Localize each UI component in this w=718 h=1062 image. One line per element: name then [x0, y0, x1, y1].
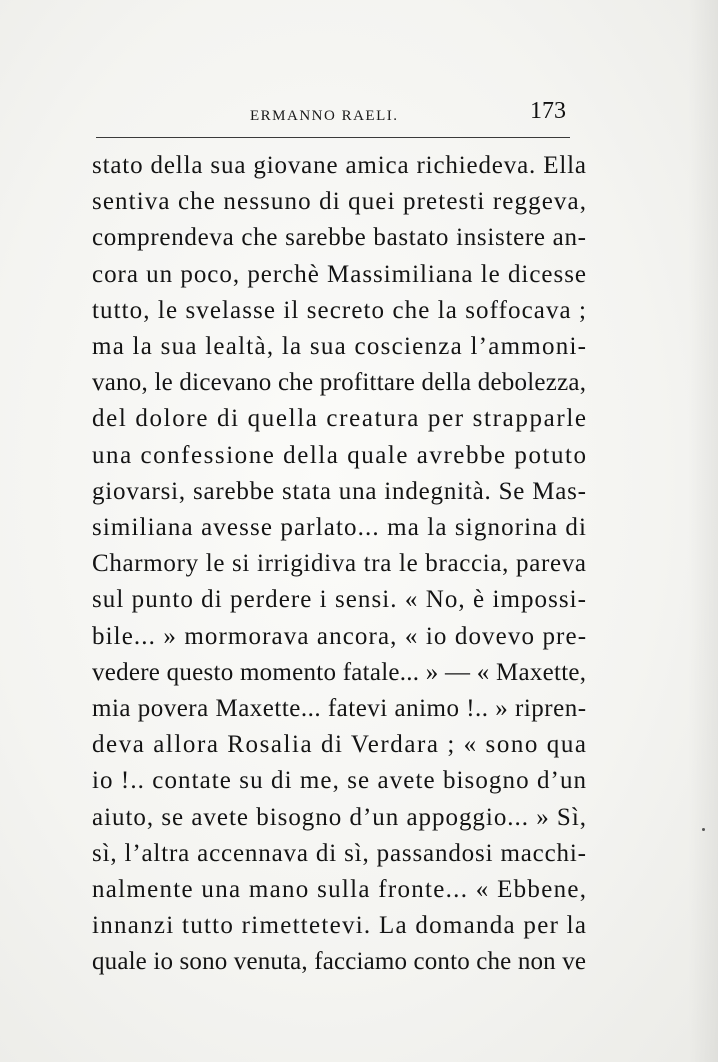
page-edge-shadow [688, 0, 718, 1062]
paper-speck [702, 828, 705, 831]
text-line: quale io sono venuta, facciamo conto che non ve [92, 948, 587, 976]
text-line: nalmente una mano sulla fronte... « Ebbene, [92, 876, 588, 904]
text-line: mia povera Maxette... fatevi animo !.. » ripren- [92, 695, 587, 723]
text-line: giovarsi, sarebbe stata una indegnità. Se Mas- [92, 477, 587, 505]
text-line: vano, le dicevano che profittare della debolezza, [92, 369, 587, 397]
text-line: Charmory le si irrigidiva tra le braccia, pareva [92, 550, 587, 578]
text-line: stato della sua giovane amica richiedeva. Ella [92, 152, 587, 179]
header-rule [96, 137, 570, 138]
text-line: deva allora Rosalia di Verdara ; « sono qua [92, 731, 588, 759]
text-line: similiana avesse parlato... ma la signorina di [92, 514, 588, 542]
text-line: del dolore di quella creatura per strapparle [92, 405, 588, 433]
text-line: ma la sua lealtà, la sua coscienza l’ammoni- [92, 333, 588, 361]
text-line: bile... » mormorava ancora, « io dovevo pre- [92, 622, 588, 650]
text-line: aiuto, se avete bisogno d’un appoggio... » Sì, [92, 803, 587, 831]
text-line: vedere questo momento fatale... » — « Maxette, [92, 658, 587, 686]
text-line: io !.. contate su di me, se avete bisogno d’un [92, 767, 588, 795]
page-number: 173 [530, 98, 566, 124]
text-line: innanzi tutto rimettetevi. La domanda per la [92, 912, 588, 940]
text-line: una confessione della quale avrebbe potuto [92, 441, 588, 469]
page-header [92, 96, 570, 136]
text-line: tutto, le svelasse il secreto che la soffocava ; [92, 296, 588, 324]
text-line: comprendeva che sarebbe bastato insistere an- [92, 224, 587, 252]
body-text [92, 148, 592, 981]
text-line: sì, l’altra accennava di sì, passandosi macchi- [92, 839, 587, 867]
text-line: sentiva che nessuno di quei pretesti reggeva, [92, 188, 588, 216]
running-title: ERMANNO RAELI. [250, 108, 399, 124]
text-line: sul punto di perdere i sensi. « No, è impossi- [92, 586, 588, 614]
text-line: cora un poco, perchè Massimiliana le dicesse [92, 260, 587, 288]
